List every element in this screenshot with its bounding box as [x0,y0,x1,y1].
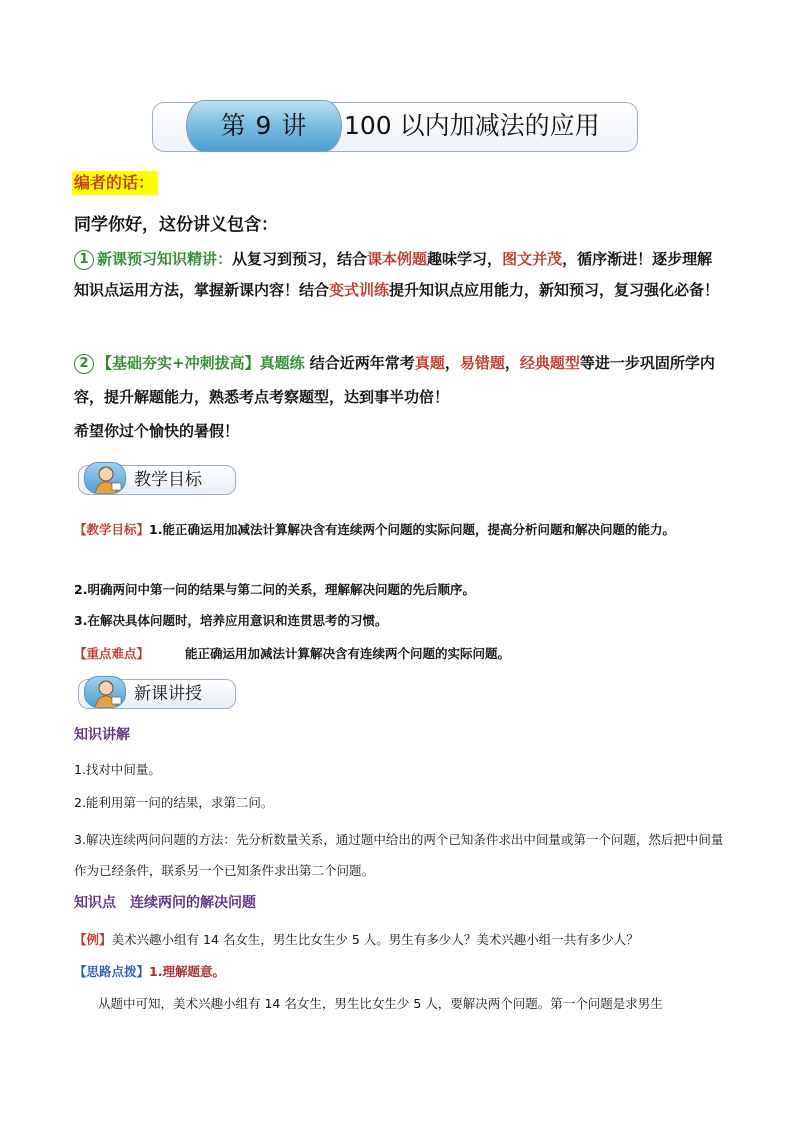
hint-paragraph: 从题中可知，美术兴趣小组有 14 名女生，男生比女生少 5 人，要解决两个问题。第一个问题是求男生 [98,996,663,1011]
editor-label: 编者的话： [72,171,158,195]
hint: 【思路点拨】1.理解题意。 [74,964,225,979]
teacher-icon [84,676,126,708]
lesson-topic: 100 以内加减法的应用 [344,111,600,140]
greeting: 同学你好，这份讲义包含： [74,215,278,235]
knowledge-heading: 知识讲解 [74,727,130,743]
knowledge-point-heading: 知识点 连续两问的解决问题 [74,895,256,911]
goal-3: 3.在解决具体问题时，培养应用意识和连贯思考的习惯。 [74,613,388,628]
example: 【例】美术兴趣小组有 14 名女生，男生比女生少 5 人。男生有多少人？美术兴趣小组一共有多少人？ [74,932,639,947]
goal-1: 【教学目标】1.能正确运用加减法计算解决含有连续两个问题的实际问题，提高分析问题和解决问题的能力。 [74,522,675,537]
lesson-number: 第 9 讲 [220,111,308,140]
knowledge-3: 3.解决连续两问问题的方法：先分析数量关系，通过题中给出的两个已知条件求出中间量或第一个问题，然后把中间量作为已经条件，联系另一个已知条件求出第二个问题。 [74,832,724,878]
circle-number-1: 1 [74,250,94,270]
closing-line: 希望你过个愉快的暑假！ [74,422,240,440]
section-title-new-lesson: 新课讲授 [134,684,202,704]
teacher-icon [84,462,126,494]
knowledge-2: 2.能利用第一问的结果，求第二问。 [74,795,274,810]
goal-2: 2.明确两问中第一问的结果与第二问的关系，理解解决问题的先后顺序。 [74,582,475,597]
section-title-goals: 教学目标 [134,470,202,490]
intro-item-1: 1 新课预习知识精讲：从复习到预习，结合课本例题趣味学习，图文并茂，循序渐进！逐步理解知识点运用方法，掌握新课内容！结合变式训练提升知识点应用能力，新知预习，复习强化必备！ [74,250,720,299]
intro-item-2: 2 【基础夯实+冲刺拔高】真题练 结合近两年常考真题，易错题，经典题型等进一步巩固所学内容，提升解题能力，熟悉考点考察题型，达到事半功倍！ [74,354,715,406]
circle-number-2: 2 [74,354,94,374]
key-difficulty: 【重点难点】 能正确运用加减法计算解决含有连续两个问题的实际问题。 [74,646,511,661]
knowledge-1: 1.找对中间量。 [74,762,161,777]
